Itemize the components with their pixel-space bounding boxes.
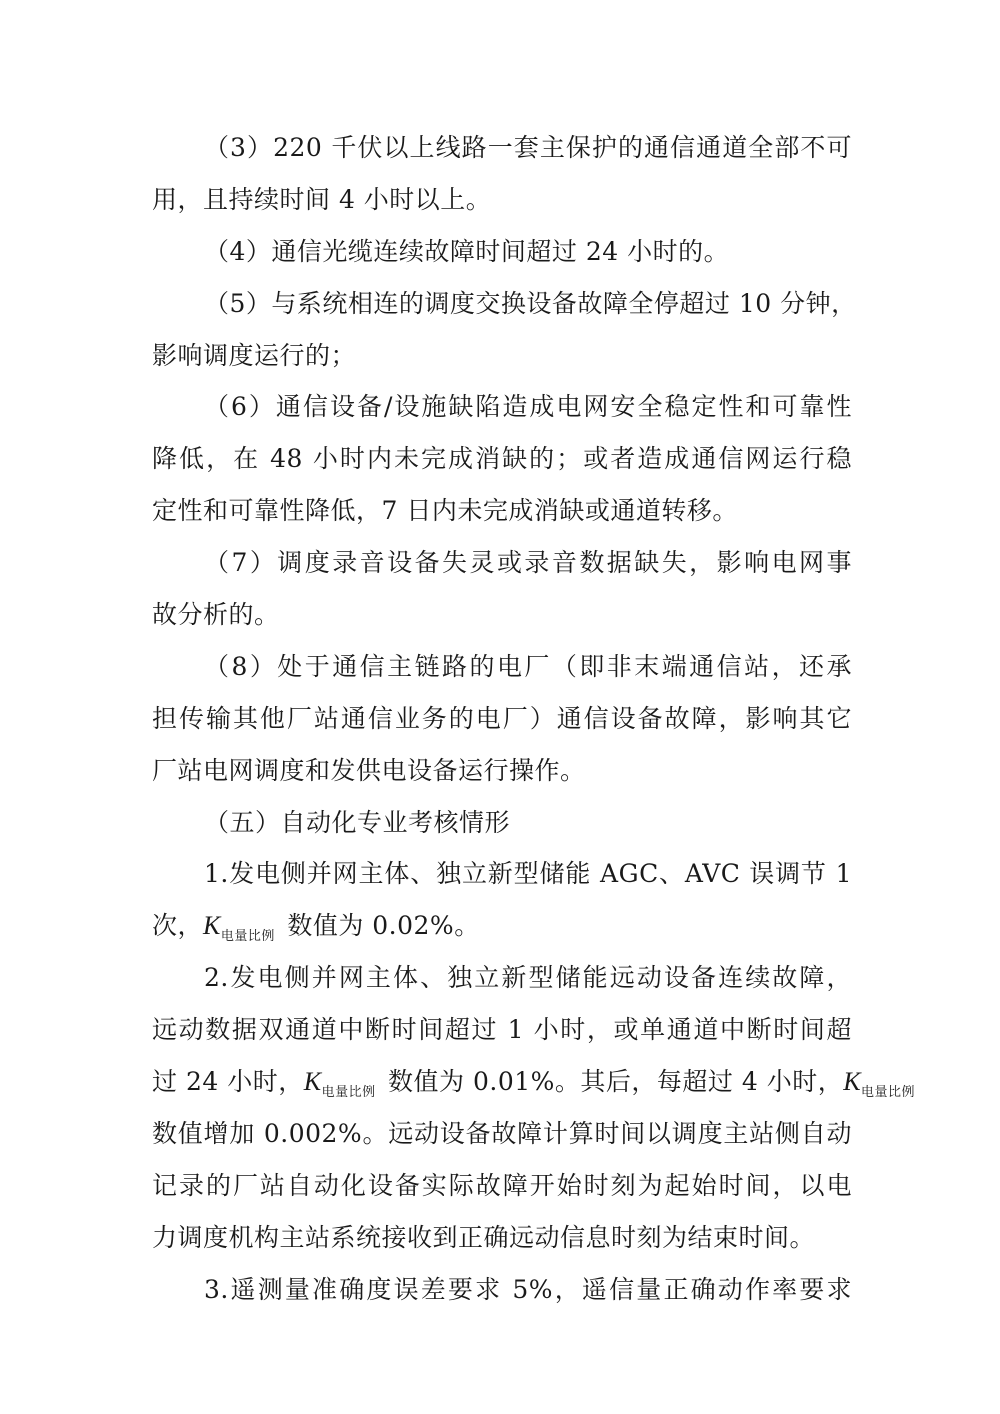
paragraph-line: 降低，在 48 小时内未完成消缺的；或者造成通信网运行稳 (152, 444, 852, 474)
section-heading: （五）自动化专业考核情形 (204, 807, 511, 837)
paragraph-line: 厂站电网调度和发供电设备运行操作。 (152, 755, 586, 785)
paragraph-line: （8）处于通信主链路的电厂（即非末端通信站，还承 (204, 651, 852, 681)
line-text: 数值为 0.01%。其后，每超过 4 小时， (379, 1067, 844, 1097)
paragraph-line: （7）调度录音设备失灵或录音数据缺失，影响电网事 (204, 548, 852, 578)
paragraph-line: 用，且持续时间 4 小时以上。 (152, 184, 492, 214)
paragraph-line: 数值增加 0.002%。远动设备故障计算时间以调度主站侧自动 (152, 1118, 852, 1148)
line-text: 数值为 0.02%。 (278, 911, 480, 941)
line-text: 次， (152, 911, 204, 941)
paragraph-line: （5）与系统相连的调度交换设备故障全停超过 10 分钟， (204, 288, 857, 318)
paragraph-line: 1.发电侧并网主体、独立新型储能 AGC、AVC 误调节 1 (204, 859, 852, 889)
paragraph-line: 远动数据双通道中断时间超过 1 小时，或单通道中断时间超 (152, 1015, 852, 1045)
paragraph-line: 担传输其他厂站通信业务的电厂）通信设备故障，影响其它 (152, 703, 852, 733)
line-text: 过 24 小时， (152, 1067, 304, 1097)
paragraph-line-with-formula (152, 1056, 916, 1108)
formula-variable: K (843, 1067, 862, 1097)
formula-variable: K (303, 1067, 322, 1097)
paragraph-line: 记录的厂站自动化设备实际故障开始时刻为起始时间，以电 (152, 1170, 852, 1200)
paragraph-line: 故分析的。 (152, 600, 280, 630)
paragraph-line: 3.遥测量准确度误差要求 5%，遥信量正确动作率要求 (204, 1274, 852, 1304)
formula-variable: K (203, 911, 221, 941)
paragraph-line: 力调度机构主站系统接收到正确远动信息时刻为结束时间。 (152, 1222, 816, 1252)
paragraph-line: （6）通信设备/设施缺陷造成电网安全稳定性和可靠性 (204, 392, 852, 422)
paragraph-line-with-formula (152, 900, 852, 952)
paragraph-line: 2.发电侧并网主体、独立新型储能远动设备连续故障， (204, 963, 852, 993)
formula-subscript: 电量比例 (220, 929, 275, 945)
paragraph-line: 影响调度运行的； (152, 340, 357, 370)
formula-subscript: 电量比例 (861, 1085, 916, 1101)
paragraph-line: （3）220 千伏以上线路一套主保护的通信通道全部不可 (204, 133, 852, 162)
document-body (152, 122, 916, 1315)
formula-subscript: 电量比例 (321, 1085, 376, 1101)
paragraph-line: 定性和可靠性降低，7 日内未完成消缺或通道转移。 (152, 496, 738, 526)
paragraph-line: （4）通信光缆连续故障时间超过 24 小时的。 (204, 236, 730, 266)
